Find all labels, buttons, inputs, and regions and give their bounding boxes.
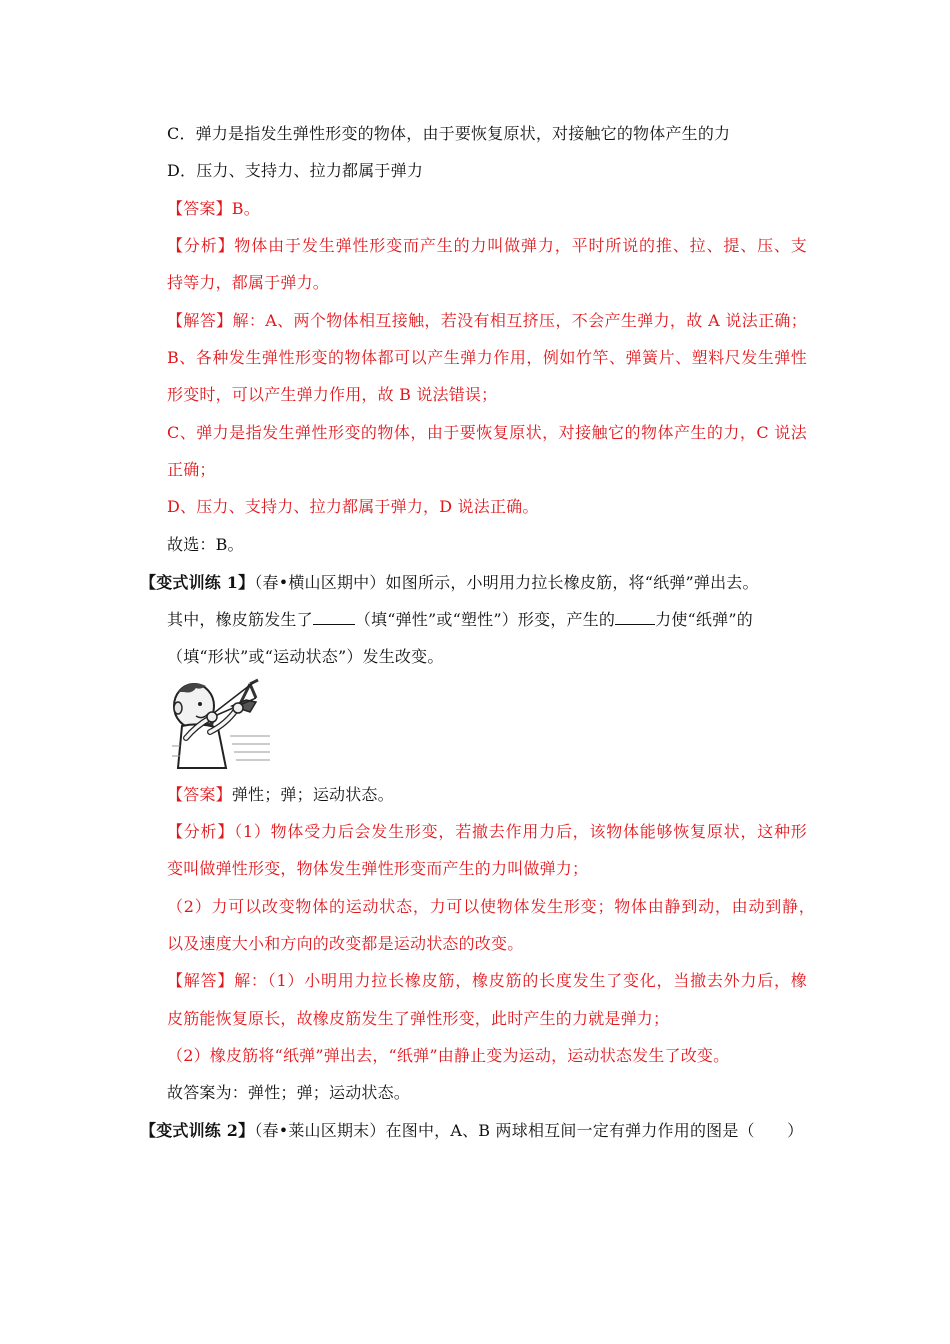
blank-2[interactable] <box>615 610 655 625</box>
t1-answer <box>167 785 394 805</box>
q0-solution-line4: C、弹力是指发生弹性形变的物体，由于要恢复原状，对接触它的物体产生的力，C 说法 <box>167 423 807 442</box>
q0-choose: 故选：B。 <box>167 535 244 554</box>
t1-source: （春•横山区期中）如图所示，小明用力拉长橡皮筋，将“纸弹”弹出去。 <box>254 573 759 592</box>
t1-q2-part-b: （填“弹性”或“塑性”）形变，产生的 <box>354 610 616 629</box>
q0-solution-line1: 【解答】解：A、两个物体相互接触，若没有相互挤压，不会产生弹力，故 A 说法正确； <box>167 311 807 330</box>
q0-analysis-line1: 【分析】物体由于发生弹性形变而产生的力叫做弹力，平时所说的推、拉、提、压、支 <box>167 236 807 255</box>
t1-question-line3: （填“形状”或“运动状态”）发生改变。 <box>167 647 444 666</box>
t1-question-line2 <box>167 610 753 630</box>
q0-solution-line5: 正确； <box>167 460 216 479</box>
q0-answer <box>167 199 260 219</box>
q0-solution-line2: B、各种发生弹性形变的物体都可以产生弹力作用，例如竹竿、弹簧片、塑料尺发生弹性 <box>167 348 807 367</box>
t1-answer-text: 弹性；弹；运动状态。 <box>231 785 394 804</box>
t1-solution-line2: 皮筋能恢复原长，故橡皮筋发生了弹性形变，此时产生的力就是弹力； <box>167 1009 670 1028</box>
t1-heading <box>140 573 759 593</box>
slingshot-boy-illustration <box>170 676 273 772</box>
t1-analysis-line2: 变叫做弹性形变，物体发生弹性形变而产生的力叫做弹力； <box>167 859 589 878</box>
option-c: C．弹力是指发生弹性形变的物体，由于要恢复原状，对接触它的物体产生的力 <box>167 124 731 143</box>
t1-analysis-line4: 以及速度大小和方向的改变都是运动状态的改变。 <box>167 934 524 953</box>
q0-solution-line6: D、压力、支持力、拉力都属于弹力，D 说法正确。 <box>167 497 539 516</box>
q0-analysis-line2: 持等力，都属于弹力。 <box>167 273 330 292</box>
q0-answer-text: 【答案】B。 <box>167 199 260 218</box>
blank-1[interactable] <box>313 610 355 625</box>
t1-q2-part-a: 其中，橡皮筋发生了 <box>167 610 313 629</box>
t2-heading <box>140 1121 803 1141</box>
t1-answer-label: 【答案】 <box>167 785 232 804</box>
t1-q2-part-c: 力使“纸弹”的 <box>655 610 753 629</box>
t1-label: 【变式训练 1】 <box>140 573 255 592</box>
t2-label: 【变式训练 2】 <box>140 1121 255 1140</box>
t1-analysis-line3: （2）力可以改变物体的运动状态，力可以使物体发生形变；物体由静到动，由动到静， <box>167 897 815 916</box>
t1-solution-line1: 【解答】解：（1）小明用力拉长橡皮筋，橡皮筋的长度发生了变化，当撤去外力后，橡 <box>167 971 807 990</box>
q0-solution-line3: 形变时，可以产生弹力作用，故 B 说法错误； <box>167 385 498 404</box>
t1-final-answer: 故答案为：弹性；弹；运动状态。 <box>167 1083 411 1102</box>
t2-text: （春•莱山区期末）在图中，A、B 两球相互间一定有弹力作用的图是（ ） <box>254 1121 804 1140</box>
t1-solution-line3: （2）橡皮筋将“纸弹”弹出去，“纸弹”由静止变为运动，运动状态发生了改变。 <box>167 1046 730 1065</box>
option-d: D．压力、支持力、拉力都属于弹力 <box>167 161 424 180</box>
t1-analysis-line1: 【分析】（1）物体受力后会发生形变，若撤去作用力后，该物体能够恢复原状，这种形 <box>167 822 807 841</box>
